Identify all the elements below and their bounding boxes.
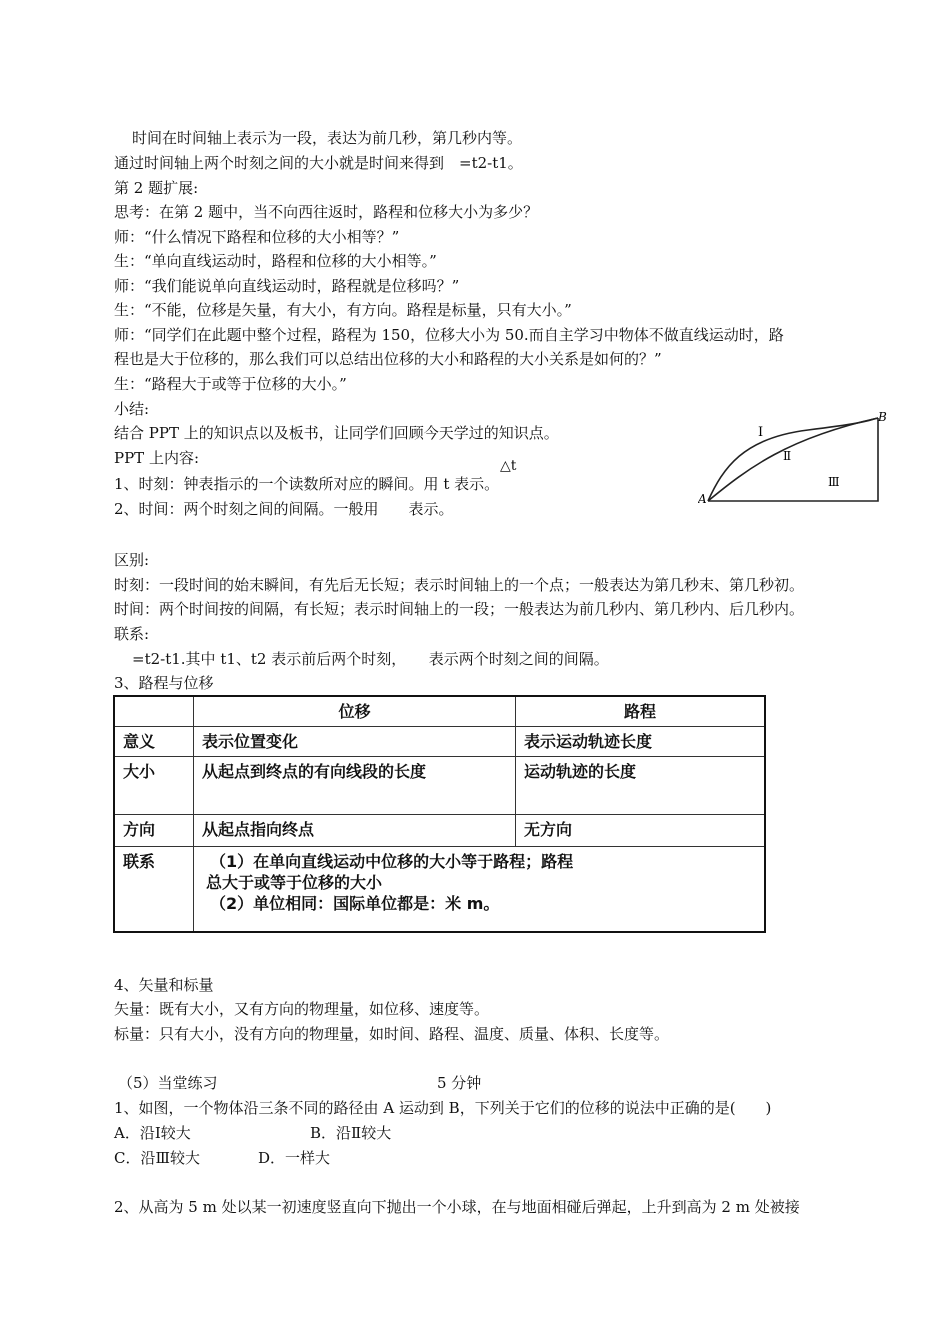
table-row	[114, 814, 765, 846]
text-line: 区别:	[114, 551, 150, 569]
path-diagram	[698, 408, 898, 508]
text-line: 联系:	[114, 625, 150, 643]
text-line: 时间在时间轴上表示为一段，表达为前几秒，第几秒内等。	[132, 129, 523, 147]
point-a-label: A	[698, 492, 707, 506]
text-line: 1、如图，一个物体沿三条不同的路径由 A 运动到 B，下列关于它们的位移的说法中正确的是( )	[114, 1099, 772, 1117]
choice-a: A．沿Ⅰ较大	[114, 1124, 191, 1142]
text-line: 2、从高为 5 m 处以某一初速度竖直向下抛出一个小球，在与地面相碰后弹起，上升到高为 2 m 处被接	[114, 1198, 800, 1216]
path-2-line	[708, 418, 878, 501]
table-header-cell	[114, 696, 194, 726]
table-cell: 联系	[114, 846, 194, 932]
path-1-label: Ⅰ	[758, 425, 764, 440]
text-line: =t2-t1.其中 t1、t2 表示前后两个时刻， 表示两个时刻之间的间隔。	[132, 650, 609, 668]
table-link-cell	[194, 846, 766, 932]
text-line: PPT 上内容:	[114, 449, 200, 467]
text-line: 第 2 题扩展:	[114, 179, 199, 197]
text-line: （5）当堂练习	[118, 1074, 218, 1092]
text-line: 2、时间：两个时刻之间的间隔。一般用 表示。	[114, 500, 454, 518]
text-line: 结合 PPT 上的知识点以及板书，让同学们回顾今天学过的知识点。	[114, 424, 559, 442]
text-line: 4、矢量和标量	[114, 976, 214, 994]
text-line: 程也是大于位移的，那么我们可以总结出位移的大小和路程的大小关系是如何的？”	[114, 350, 662, 368]
text-line: 时间：两个时间按的间隔，有长短；表示时间轴上的一段；一般表达为前几秒内、第几秒内、后几秒内。	[114, 600, 805, 618]
table-cell: 从起点指向终点	[194, 814, 516, 846]
table-cell: 从起点到终点的有向线段的长度	[194, 756, 516, 814]
point-b-label: B	[878, 410, 887, 424]
text-line: 小结:	[114, 400, 150, 418]
link-line: 总大于或等于位移的大小	[206, 872, 383, 892]
text-line: 生：“路程大于或等于位移的大小。”	[114, 375, 347, 393]
table-row	[114, 756, 765, 814]
table-header-cell: 路程	[516, 696, 766, 726]
link-line: （1）在单向直线运动中位移的大小等于路程；路程	[210, 851, 574, 871]
choice-c: C．沿Ⅲ较大	[114, 1149, 200, 1167]
text-line: 生：“单向直线运动时，路程和位移的大小相等。”	[114, 252, 437, 270]
table-cell: 表示运动轨迹长度	[516, 726, 766, 756]
table-cell: 意义	[114, 726, 194, 756]
link-line: （2）单位相同：国际单位都是：米 m。	[210, 893, 500, 913]
table-row	[114, 726, 765, 756]
table-cell: 无方向	[516, 814, 766, 846]
table-header-row	[114, 696, 765, 726]
path-1-curve	[708, 418, 878, 501]
text-line: 师：“什么情况下路程和位移的大小相等？”	[114, 228, 400, 246]
text-line: 通过时间轴上两个时刻之间的大小就是时间来得到 =t2-t1。	[114, 154, 523, 172]
text-line: 师：“我们能说单向直线运动时，路程就是位移吗？”	[114, 277, 460, 295]
text-line: 1、时刻：钟表指示的一个读数所对应的瞬间。用 t 表示。	[114, 475, 500, 493]
path-2-label: Ⅱ	[783, 449, 792, 463]
table-cell: 大小	[114, 756, 194, 814]
text-line: 师：“同学们在此题中整个过程，路程为 150，位移大小为 50.而自主学习中物体不做直线运动时，路	[114, 326, 784, 344]
path-lines	[708, 418, 878, 501]
table-row	[114, 846, 765, 932]
table-cell: 方向	[114, 814, 194, 846]
path-3-line	[708, 418, 878, 501]
delta-t-symbol: △t	[500, 458, 517, 474]
text-line: 时刻：一段时间的始末瞬间，有先后无长短；表示时间轴上的一个点；一般表达为第几秒末、第几秒初。	[114, 576, 805, 594]
text-line: 矢量：既有大小，又有方向的物理量，如位移、速度等。	[114, 1000, 490, 1018]
path-3-label: Ⅲ	[828, 475, 840, 489]
table-cell: 运动轨迹的长度	[516, 756, 766, 814]
table-cell: 表示位置变化	[194, 726, 516, 756]
displacement-path-table	[113, 695, 766, 933]
text-line: 生：“不能，位移是矢量，有大小，有方向。路程是标量，只有大小。”	[114, 301, 572, 319]
choice-d: D．一样大	[258, 1149, 331, 1167]
text-line: 思考：在第 2 题中，当不向西往返时，路程和位移大小为多少？	[114, 203, 539, 221]
text-line: 标量：只有大小，没有方向的物理量，如时间、路程、温度、质量、体积、长度等。	[114, 1025, 670, 1043]
table-header-cell: 位移	[194, 696, 516, 726]
choice-b: B．沿Ⅱ较大	[310, 1124, 392, 1142]
text-line: 3、路程与位移	[114, 674, 214, 692]
text-line: 5 分钟	[437, 1074, 482, 1092]
